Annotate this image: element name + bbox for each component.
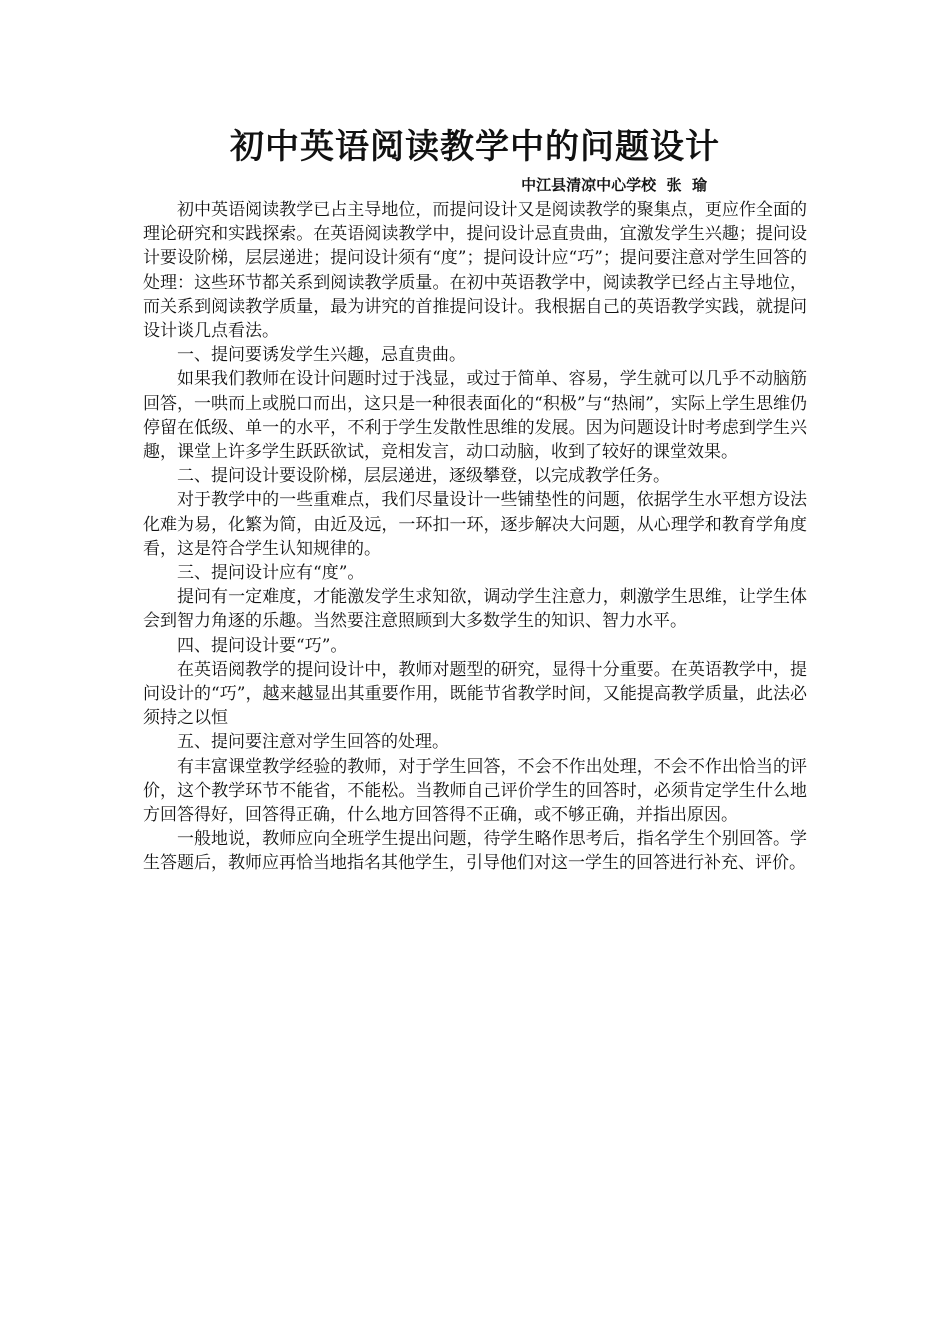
- section-paragraph-4: 在英语阅教学的提问设计中，教师对题型的研究，显得十分重要。在英语教学中，提问设计的“巧”，越来越显出其重要作用，既能节省教学时间，又能提高教学质量，此法必须持之以恒: [143, 659, 807, 729]
- intro-paragraph: 初中英语阅读教学已占主导地位，而提问设计又是阅读教学的聚集点，更应作全面的理论研究和实践探索。在英语阅读教学中，提问设计忌直贵曲，宜激发学生兴趣；提问设计要设阶梯，层层递进；提问设计须有“度”；提问设计应“巧”；提问要注意对学生回答的处理：这些环节都关系到阅读教学质量。在初中英语教学中，阅读教学已经占主导地位，而关系到阅读教学质量，最为讲究的首推提问设计。我根据自己的英语教学实践，就提问设计谈几点看法。: [143, 200, 807, 342]
- author-byline: 中江县清凉中心学校 张 瑜: [521, 176, 707, 194]
- section-heading-4: 四、提问设计要“巧”。: [177, 635, 348, 656]
- section-heading-5: 五、提问要注意对学生回答的处理。: [177, 732, 449, 753]
- closing-paragraph: 一般地说，教师应向全班学生提出问题，待学生略作思考后，指名学生个别回答。学生答题后，教师应再恰当地指名其他学生，引导他们对这一学生的回答进行补充、评价。: [143, 829, 807, 874]
- document-body: [143, 198, 807, 876]
- section-paragraph-2: 对于教学中的一些重难点，我们尽量设计一些铺垫性的问题，依据学生水平想方设法化难为易，化繁为简，由近及远，一环扣一环，逐步解决大问题，从心理学和教育学角度看，这是符合学生认知规律的。: [143, 490, 807, 559]
- document-title: 初中英语阅读教学中的问题设计: [230, 127, 720, 167]
- section-heading-3: 三、提问设计应有“度”。: [177, 563, 365, 584]
- document-page: [143, 122, 807, 876]
- section-heading-2: 二、提问设计要设阶梯，层层递进，逐级攀登，以完成教学任务。: [177, 466, 670, 487]
- section-paragraph-3: 提问有一定难度，才能激发学生求知欲，调动学生注意力，刺激学生思维，让学生体会到智力角逐的乐趣。当然要注意照顾到大多数学生的知识、智力水平。: [143, 587, 807, 632]
- section-paragraph-1: 如果我们教师在设计问题时过于浅显，或过于简单、容易，学生就可以几乎不动脑筋回答，一哄而上或脱口而出，这只是一种很表面化的“积极”与“热闹”，实际上学生思维仍停留在低级、单一的水平，不利于学生发散性思维的发展。因为问题设计时考虑到学生兴趣，课堂上许多学生跃跃欲试，竞相发言，动口动脑，收到了较好的课堂效果。: [143, 369, 807, 463]
- section-paragraph-5: 有丰富课堂教学经验的教师，对于学生回答，不会不作出处理，不会不作出恰当的评价，这个教学环节不能省，不能松。当教师自己评价学生的回答时，必须肯定学生什么地方回答得好，回答得正确，什么地方回答得不正确，或不够正确，并指出原因。: [143, 756, 807, 826]
- section-heading-1: 一、提问要诱发学生兴趣，忌直贵曲。: [177, 345, 466, 366]
